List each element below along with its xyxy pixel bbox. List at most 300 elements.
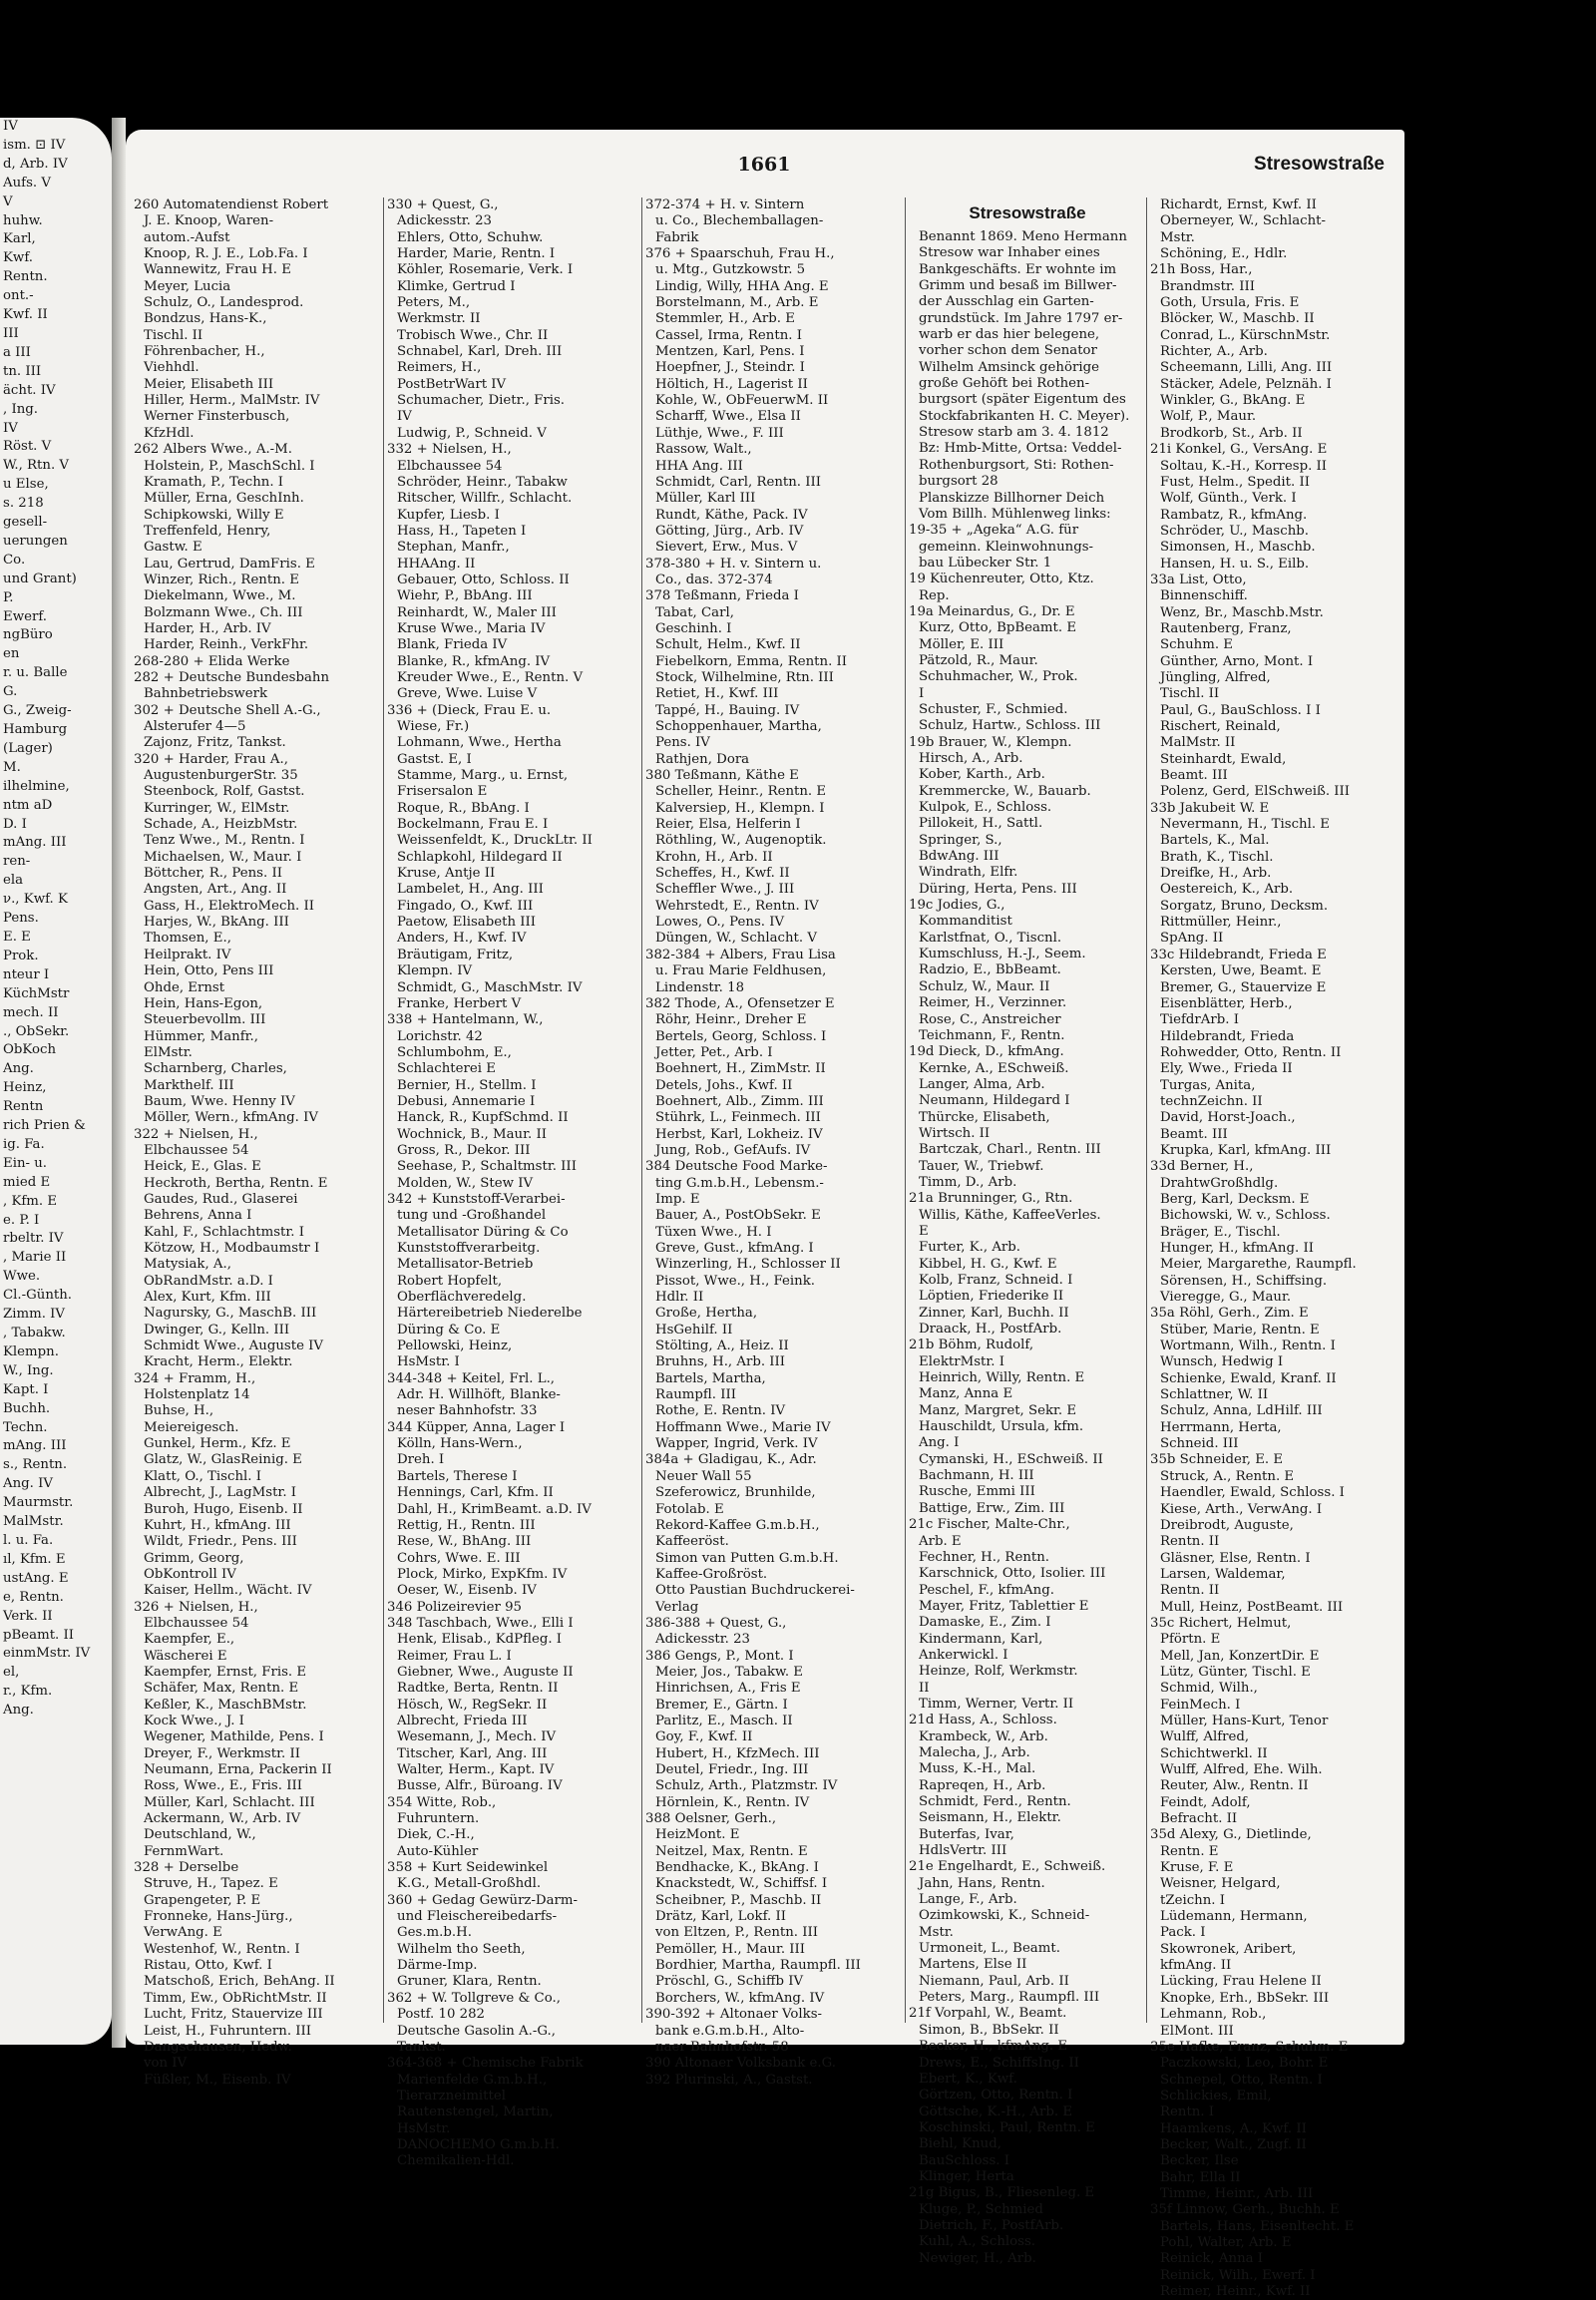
house-number-entry: 302 + Deutsche Shell A.-G., [134,702,321,718]
resident-entry: Grimm und besaß im Billwer- [919,278,1117,294]
resident-entry: Kaffee-Großröst. [655,1566,768,1582]
left-page-line: r. u. Balle [3,665,68,681]
house-number-entry: 392 Plurinski, A., Gastst. [645,2072,813,2088]
resident-entry: Angsten, Art., Ang. II [144,882,287,898]
resident-entry: Wolf, Günth., Verk. I [1160,491,1297,507]
resident-entry: Greve, Wwe. Luise V [397,686,538,702]
resident-entry: Windrath, Elfr. [919,865,1018,881]
left-page-line: mied E [3,1174,51,1190]
left-page-line: , Tabakw. [3,1326,66,1341]
resident-entry: Plock, Mirko, ExpKfm. IV [397,1566,568,1582]
house-number-entry: 344-348 + Keitel, Frl. L., [387,1370,556,1386]
resident-entry: Buhse, H., [144,1403,214,1419]
resident-entry: Greve, Gust., kfmAng. I [655,1241,814,1256]
left-page-line: mAng. III [3,835,67,851]
resident-entry: Kaiser, Hellm., Wächt. IV [144,1583,312,1599]
house-number-entry: 328 + Derselbe [134,1860,239,1876]
resident-entry: bank e.G.m.b.H., Alto- [655,2023,805,2039]
resident-entry: Rohwedder, Otto, Rentn. II [1160,1044,1342,1060]
resident-entry: Adickesstr. 23 [397,213,492,229]
resident-entry: Diekelmann, Wwe., M. [144,588,296,604]
resident-entry: Bachmann, H. III [919,1468,1034,1484]
resident-entry: Schipkowski, Willy E [144,507,284,523]
resident-entry: Ross, Wwe., E., Fris. III [144,1778,302,1794]
resident-entry: Ristau, Otto, Kwf. I [144,1958,272,1974]
resident-entry: Glatz, W., GlasReinig. E [144,1452,302,1468]
resident-entry: Cohrs, Wwe. E. III [397,1550,521,1566]
resident-entry: Kaempfer, E., [144,1632,235,1648]
resident-entry: Höltich, H., Lagerist II [655,376,808,392]
resident-entry: Langer, Alma, Arb. [919,1076,1045,1092]
resident-entry: Kohle, W., ObFeuerwM. II [655,393,829,409]
resident-entry: Rese, W., BhAng. III [397,1534,532,1550]
resident-entry: Richter, A., Arb. [1160,344,1268,360]
left-page-line: Techn. [3,1419,48,1435]
resident-entry: Bz: Hmb-Mitte, Ortsa: Veddel- [919,441,1122,457]
resident-entry: Stock, Wilhelmine, Rtn. III [655,669,834,685]
resident-entry: Manz, Anna E [919,1386,1013,1402]
house-number-entry: 33c Hildebrandt, Frieda E [1150,947,1327,962]
resident-entry: Buterfas, Ivar, [919,1826,1014,1842]
resident-entry: Peters, Marg., Raumpfl. III [919,1990,1100,2006]
resident-entry: Ebert, K., Kwf. [919,2071,1017,2087]
resident-entry: Nevermann, H., Tischl. E [1160,817,1331,833]
resident-entry: Drätz, Karl, Lokf. II [655,1909,786,1925]
resident-entry: Struve, H., Tapez. E [144,1876,278,1892]
resident-entry: Karschnick, Otto, Isolier. III [919,1566,1106,1582]
column-3 [645,197,903,2089]
resident-entry: Neitzel, Max, Rentn. E [655,1843,808,1859]
resident-entry: Nagursky, G., MaschB. III [144,1306,317,1322]
resident-entry: MalMstr. II [1160,735,1236,751]
resident-entry: Frisersalon E [397,784,488,800]
resident-entry: Ludwig, P., Schneid. V [397,425,547,441]
resident-entry: von Eltzen, P., Rentn. III [655,1925,818,1941]
resident-entry: Draack, H., PostfArb. [919,1322,1062,1338]
resident-entry: Lüthje, Wwe., F. III [655,425,784,441]
resident-entry: Albrecht, Frieda III [397,1713,528,1728]
resident-entry: Hein, Hans-Egon, [144,995,263,1011]
resident-entry: Bartels, Hans, Eisenltecht. E [1160,2218,1355,2234]
resident-entry: Göttsche, K.-H., Arb. E [919,2104,1073,2119]
resident-entry: Schröder, Heinr., Tabakw [397,474,568,490]
resident-entry: Eisenblätter, Herb., [1160,995,1293,1011]
resident-entry: ObRandMstr. a.D. I [144,1273,273,1289]
resident-entry: Vom Billh. Mühlenweg links: [919,506,1111,522]
resident-entry: Pätzold, R., Maur. [919,652,1038,668]
resident-entry: Fust, Helm., Spedit. II [1160,474,1310,490]
resident-entry: Bahr, Ella II [1160,2169,1241,2185]
left-page-line: ngBüro [3,627,53,643]
resident-entry: Kurringer, W., ElMstr. [144,800,290,816]
resident-entry: Stäcker, Adele, Pelznäh. I [1160,376,1332,392]
left-page-line: ism. ⊡ IV [3,137,66,153]
resident-entry: Hildebrandt, Frieda [1160,1028,1295,1044]
resident-entry: Bauer, A., PostObSekr. E [655,1208,821,1224]
resident-entry: Schneid. III [1160,1436,1239,1452]
resident-entry: Haamkens, A., Kwf. II [1160,2120,1307,2136]
house-number-entry: 19 Küchenreuter, Otto, Ktz. [909,572,1094,587]
resident-entry: Lange, F., Arb. [919,1892,1017,1908]
left-page-line: ig. Fa. [3,1136,45,1152]
left-page-line: G., Zweig- [3,703,72,719]
house-number-entry: 21d Hass, A., Schloss. [909,1713,1057,1728]
resident-entry: Kersten, Uwe, Beamt. E [1160,963,1322,979]
resident-entry: Kernke, A., ESchweiß. [919,1060,1069,1076]
resident-entry: Harjes, W., BkAng. III [144,915,289,931]
left-page-line: Rentn. [3,269,48,285]
resident-entry: Becker, Walt., Zugf. II [1160,2136,1307,2152]
resident-entry: Schade, A., HeizbMstr. [144,817,298,833]
resident-entry: IV [397,409,412,425]
resident-entry: Steenbock, Rolf, Gastst. [144,784,305,800]
resident-entry: Albrecht, J., LagMstr. I [144,1485,297,1501]
left-page-line: , Marie II [3,1250,67,1266]
resident-entry: Kunststoffverarbeitg. [397,1241,541,1256]
resident-entry: Niemann, Paul, Arb. II [919,1973,1069,1989]
resident-entry: Füßler, M., Eisenb. IV [144,2072,291,2088]
resident-entry: Busse, Alfr., Büroang. IV [397,1778,563,1794]
resident-entry: tung und -Großhandel [397,1208,547,1224]
resident-entry: Michaelsen, W., Maur. I [144,849,302,865]
resident-entry: Schulz, O., Landesprod. [144,295,304,311]
resident-entry: Lindig, Willy, HHA Ang. E [655,278,829,294]
resident-entry: Kremmercke, W., Bauarb. [919,783,1091,799]
resident-entry: Heinrich, Willy, Rentn. E [919,1370,1085,1386]
resident-entry: ObKontroll IV [144,1566,236,1582]
resident-entry: Blöcker, W., Maschb. II [1160,311,1315,327]
resident-entry: Adr. H. Willhöft, Blanke- [397,1387,561,1403]
resident-entry: Lindenstr. 18 [655,979,745,995]
resident-entry: u. Frau Marie Feldhusen, [655,963,827,979]
resident-entry: Tankst. [397,2039,446,2055]
resident-entry: Planskizze Billhorner Deich [919,490,1105,506]
resident-entry: Wilhelm Amsinck gehörige [919,359,1099,375]
resident-entry: Heilprakt. IV [144,947,231,962]
resident-entry: Pemöller, H., Maur. III [655,1941,806,1957]
resident-entry: Postf. 10 282 [397,2007,486,2023]
resident-entry: Schult, Helm., Kwf. II [655,637,801,653]
resident-entry: Reinick, Wilh., Ewerf. I [1160,2267,1316,2283]
resident-entry: Kruse Wwe., Maria IV [397,620,546,636]
house-number-entry: 322 + Nielsen, H., [134,1126,258,1142]
left-page-line: Co. [3,552,26,568]
resident-entry: Malecha, J., Arb. [919,1744,1030,1760]
resident-entry: Becker, H., kfmAng. E [919,2039,1068,2055]
resident-entry: Hennings, Carl, Kfm. II [397,1485,554,1501]
resident-entry: Schoppenhauer, Martha, [655,719,822,734]
resident-entry: Lehmann, Rob., [1160,2007,1267,2023]
house-number-entry: 19a Meinardus, G., Dr. E [909,603,1075,619]
house-number-entry: 384 Deutsche Food Marke- [645,1159,828,1175]
resident-entry: Klempn. IV [397,963,473,979]
resident-entry: Buroh, Hugo, Eisenb. II [144,1501,303,1517]
house-number-entry: 386 Gengs, P., Mont. I [645,1648,794,1664]
resident-entry: Neumann, Erna, Packerin II [144,1762,332,1777]
left-page-line: (Lager) [3,740,53,756]
resident-entry: Kiese, Arth., VerwAng. I [1160,1501,1323,1517]
left-page-line: ustAng. E [3,1570,69,1586]
resident-entry: Reinick, Anna I [1160,2251,1264,2267]
resident-entry: Lucht, Fritz, Stauervize III [144,2007,323,2023]
resident-entry: Beamt. III [1160,768,1228,784]
resident-entry: Wapper, Ingrid, Verk. IV [655,1436,818,1452]
resident-entry: Bankgeschäfts. Er wohnte im [919,261,1117,277]
resident-entry: Müller, Karl III [655,491,756,507]
left-page-line: Maurmstr. [3,1495,74,1511]
resident-entry: Schröder, U., Maschb. [1160,523,1309,539]
left-page-line: Ang. [3,1061,34,1077]
resident-entry: der Ausschlag ein Garten- [919,294,1094,310]
resident-entry: TiefdrArb. I [1160,1012,1239,1028]
resident-entry: Bolzmann Wwe., Ch. III [144,604,303,620]
resident-entry: Urmoneit, L., Beamt. [919,1941,1060,1957]
resident-entry: Dreyer, F., Werkmstr. II [144,1745,300,1761]
resident-entry: Herbst, Karl, Lokheiz. IV [655,1126,823,1142]
resident-entry: Hein, Otto, Pens III [144,963,274,979]
resident-entry: Götting, Jürg., Arb. IV [655,523,804,539]
resident-entry: Goth, Ursula, Fris. E [1160,295,1300,311]
left-page-line: rich Prien & [3,1118,86,1134]
house-number-entry: 21f Vorpahl, W., Beamt. [909,2006,1067,2022]
resident-entry: Böttcher, R., Pens. II [144,866,282,882]
left-page-line: und Grant) [3,571,77,586]
resident-entry: Paczkowski, Leo, Bohr. E [1160,2056,1329,2072]
left-page-line: e, Rentn. [3,1589,64,1605]
resident-entry: Wegener, Mathilde, Pens. I [144,1729,324,1745]
resident-entry: Drews, E., SchiffsIng. II [919,2055,1079,2071]
resident-entry: Föhrenbacher, H., [144,344,265,360]
resident-entry: Thomsen, E., [144,931,231,947]
resident-entry: Fiebelkorn, Emma, Rentn. II [655,653,848,669]
resident-entry: Elbchaussee 54 [144,1615,249,1631]
resident-entry: Wesemann, J., Mech. IV [397,1729,557,1745]
resident-entry: Borchers, W., kfmAng. IV [655,1990,825,2006]
house-number-entry: 382-384 + Albers, Frau Lisa [645,947,836,962]
resident-entry: Co., das. 372-374 [655,572,773,587]
resident-entry: Pissot, Wwe., H., Feink. [655,1273,815,1289]
resident-entry: Schulz, Hartw., Schloss. III [919,718,1101,734]
resident-entry: tZeichn. I [1160,1892,1225,1908]
resident-entry: kfmAng. II [1160,1958,1232,1974]
resident-entry: Weisner, Helgard, [1160,1876,1281,1892]
resident-entry: Kolb, Franz, Schneid. I [919,1273,1073,1288]
house-number-entry: 21a Brunninger, G., Rtn. [909,1191,1073,1207]
resident-entry: Ehlers, Otto, Schuhw. [397,229,544,245]
left-page-line: ela [3,873,24,889]
resident-entry: Brodkorb, St., Arb. II [1160,425,1303,441]
resident-entry: Hörnlein, K., Rentn. IV [655,1794,810,1810]
resident-entry: Cassel, Irma, Rentn. I [655,327,802,343]
resident-entry: Düring, Herta, Pens. III [919,881,1077,897]
resident-entry: DANOCHEMO G.m.b.H. [397,2136,560,2152]
resident-entry: Fabrik [655,229,699,245]
left-page-line: G. [3,684,18,700]
left-page-line: a III [3,344,31,360]
resident-entry: Rentn. II [1160,1534,1220,1550]
left-page-line: Cl.-Günth. [3,1288,73,1304]
resident-entry: Schlapkohl, Hildegard II [397,849,563,865]
left-page-line: E. E [3,929,31,945]
resident-entry: Bartels, K., Mal. [1160,833,1270,849]
resident-entry: Ang. I [919,1435,960,1451]
resident-entry: Tüxen Wwe., H. I [655,1224,772,1240]
resident-entry: Paul, G., BauSchloss. I I [1160,702,1321,718]
resident-entry: Bichowski, W. v., Schloss. [1160,1208,1331,1224]
resident-entry: Metallisator-Betrieb [397,1257,534,1273]
resident-entry: Meier, Jos., Tabakw. E [655,1664,804,1680]
resident-entry: Diek, C.-H., [397,1827,475,1843]
left-page-line: Zimm. IV [3,1307,66,1323]
resident-entry: vorher schon dem Senator [919,343,1097,359]
resident-entry: Hansen, H. u. S., Eilb. [1160,556,1310,572]
resident-entry: Kruse, Antje II [397,866,496,882]
house-number-entry: 346 Polizeirevier 95 [387,1599,523,1615]
resident-entry: Müller, Karl, Schlacht. III [144,1794,315,1810]
resident-entry: Binnenschiff. [1160,588,1248,604]
resident-entry: Deutsche Gasolin A.-G., [397,2023,556,2039]
resident-entry: Schulz, W., Maur. II [919,978,1050,994]
left-page-line: mech. II [3,1004,59,1020]
resident-entry: Mstr. [919,1924,954,1940]
resident-entry: Polenz, Gerd, ElSchweiß. III [1160,784,1351,800]
resident-entry: Kulpok, E., Schloss. [919,800,1052,816]
house-number-entry: 19c Jodies, G., [909,898,1005,914]
resident-entry: Ely, Wwe., Frieda II [1160,1061,1293,1077]
resident-entry: Borstelmann, M., Arb. E [655,295,819,311]
resident-entry: Cymanski, H., ESchweiß. II [919,1451,1103,1467]
resident-entry: Pohl, Walter, Arb. E [1160,2234,1292,2250]
resident-entry: naer Bahnhofstr. 58 [655,2039,789,2055]
resident-entry: Rassow, Walt., [655,442,752,458]
resident-entry: Rothenburgsort, Sti: Rothen- [919,457,1114,473]
resident-entry: Bendhacke, K., BkAng. I [655,1860,819,1876]
house-number-entry: 384a + Gladigau, K., Adr. [645,1452,817,1468]
house-number-entry: 386-388 + Quest, G., [645,1615,787,1631]
resident-entry: Kibbel, H. G., Kwf. E [919,1256,1057,1272]
resident-entry: burgsort (später Eigentum des [919,392,1126,408]
resident-entry: Martens, Else II [919,1957,1027,1973]
left-page-line: IV [3,420,18,436]
resident-entry: Schöning, E., Hdlr. [1160,246,1288,262]
resident-entry: Ritscher, Willfr., Schlacht. [397,491,573,507]
house-number-entry: 378 Teßmann, Frieda I [645,588,799,604]
resident-entry: Gunkel, Herm., Kfz. E [144,1436,291,1452]
resident-entry: Hösch, W., RegSekr. II [397,1697,548,1713]
resident-entry: Röthling, W., Augenoptik. [655,833,827,849]
resident-entry: Meyer, Lucia [144,278,231,294]
resident-entry: Mell, Jan, KonzertDir. E [1160,1648,1320,1664]
left-page-line: KüchMstr [3,985,70,1001]
resident-entry: Timm, Ew., ObRichtMstr. II [144,1990,327,2006]
resident-entry: grundstück. Im Jahre 1797 er- [919,310,1123,326]
resident-entry: Roque, R., BbAng. I [397,800,530,816]
resident-entry: Müller, Hans-Kurt, Tenor [1160,1713,1329,1728]
resident-entry: Biehl, Knud, [919,2136,1001,2152]
left-page-line: rbeltr. IV [3,1231,64,1247]
left-page-line: e. P. I [3,1212,40,1228]
resident-entry: Meier, Elisabeth III [144,376,274,392]
resident-entry: Lücking, Frau Helene II [1160,1974,1322,1990]
left-page-line: ont.- [3,288,34,304]
resident-entry: Kumschluss, H.-J., Seem. [919,947,1086,962]
resident-entry: Beamt. III [1160,1126,1228,1142]
resident-entry: Harder, Marie, Rentn. I [397,246,556,262]
house-number-entry: 35d Alexy, G., Dietlinde, [1150,1827,1312,1843]
resident-entry: Reimer, H., Verzinner. [919,995,1067,1011]
resident-entry: Geschinh. I [655,620,732,636]
resident-entry: Schlachterei E [397,1061,496,1077]
resident-entry: Schuster, F., Schmied. [919,701,1068,717]
resident-entry: Berg, Karl, Decksm. E [1160,1191,1310,1207]
resident-entry: große Gehöft bei Rothen- [919,376,1090,392]
resident-entry: Auto-Kühler [397,1843,479,1859]
house-number-entry: 390 Altonaer Volksbank e.G. [645,2056,837,2072]
resident-entry: Meiereigesch. [144,1419,239,1435]
resident-entry: Paetow, Elisabeth III [397,915,536,931]
resident-entry: ElMont. III [1160,2023,1234,2039]
resident-entry: Knopke, Erh., BbSekr. III [1160,1990,1330,2006]
resident-entry: Bräutigam, Fritz, [397,947,514,962]
resident-entry: Zajonz, Fritz, Tankst. [144,735,286,751]
resident-entry: technZeichn. II [1160,1093,1263,1109]
resident-entry: Stamme, Marg., u. Ernst, [397,768,569,784]
resident-entry: Gaudes, Rud., Glaserei [144,1191,298,1207]
resident-entry: Günther, Arno, Mont. I [1160,653,1314,669]
resident-entry: Schuhmacher, W., Prok. [919,669,1078,685]
house-number-entry: 33d Berner, H., [1150,1159,1254,1175]
left-page-line: u Else, [3,477,49,493]
house-number-entry: 344 Küpper, Anna, Lager I [387,1419,566,1435]
resident-entry: FernmWart. [144,1843,224,1859]
house-number-entry: 382 Thode, A., Ofensetzer E [645,995,835,1011]
left-page-line: P. [3,589,14,605]
resident-entry: Fotolab. E [655,1501,724,1517]
resident-entry: neser Bahnhofstr. 33 [397,1403,538,1419]
resident-entry: VerwAng. E [144,1925,222,1941]
resident-entry: Radzio, E., BbBeamt. [919,962,1061,978]
resident-entry: I [919,685,925,701]
resident-entry: Düring & Co. E [397,1322,501,1338]
left-page-line: Prok. [3,948,39,963]
resident-entry: burgsort 28 [919,474,998,490]
resident-entry: KfzHdl. [144,425,195,441]
resident-entry: und Fleischereibedarfs- [397,1909,558,1925]
resident-entry: Görtzen, Otto, Rentn. I [919,2088,1073,2104]
resident-entry: Haendler, Ewald, Schloss. I [1160,1485,1345,1501]
resident-entry: Verlag [655,1599,699,1615]
left-page-line: W., Ing. [3,1362,54,1378]
resident-entry: Schulz, Anna, LdHilf. III [1160,1403,1323,1419]
resident-entry: Rapreqen, H., Arb. [919,1777,1046,1793]
house-number-entry: 388 Oelsner, Gerh., [645,1811,777,1827]
left-page-line: Verk. II [3,1608,53,1624]
column-rule [383,197,384,2023]
resident-entry: AugustenburgerStr. 35 [144,768,298,784]
resident-entry: Bordhier, Martha, Raumpfl. III [655,1958,861,1974]
house-number-entry: 282 + Deutsche Bundesbahn [134,669,330,685]
column-rule [641,197,642,2023]
resident-entry: Sievert, Erw., Mus. V [655,540,798,556]
resident-entry: Winzer, Rich., Rentn. E [144,572,299,587]
resident-entry: Hubert, H., KfzMech. III [655,1745,820,1761]
resident-entry: Mull, Heinz, PostBeamt. III [1160,1599,1344,1615]
column-rule [905,197,906,2023]
resident-entry: Lüdemann, Hermann, [1160,1909,1308,1925]
house-number-entry: 324 + Framm, H., [134,1370,256,1386]
resident-entry: Ges.m.b.H. [397,1925,472,1941]
left-page-line: Karl, [3,231,36,247]
